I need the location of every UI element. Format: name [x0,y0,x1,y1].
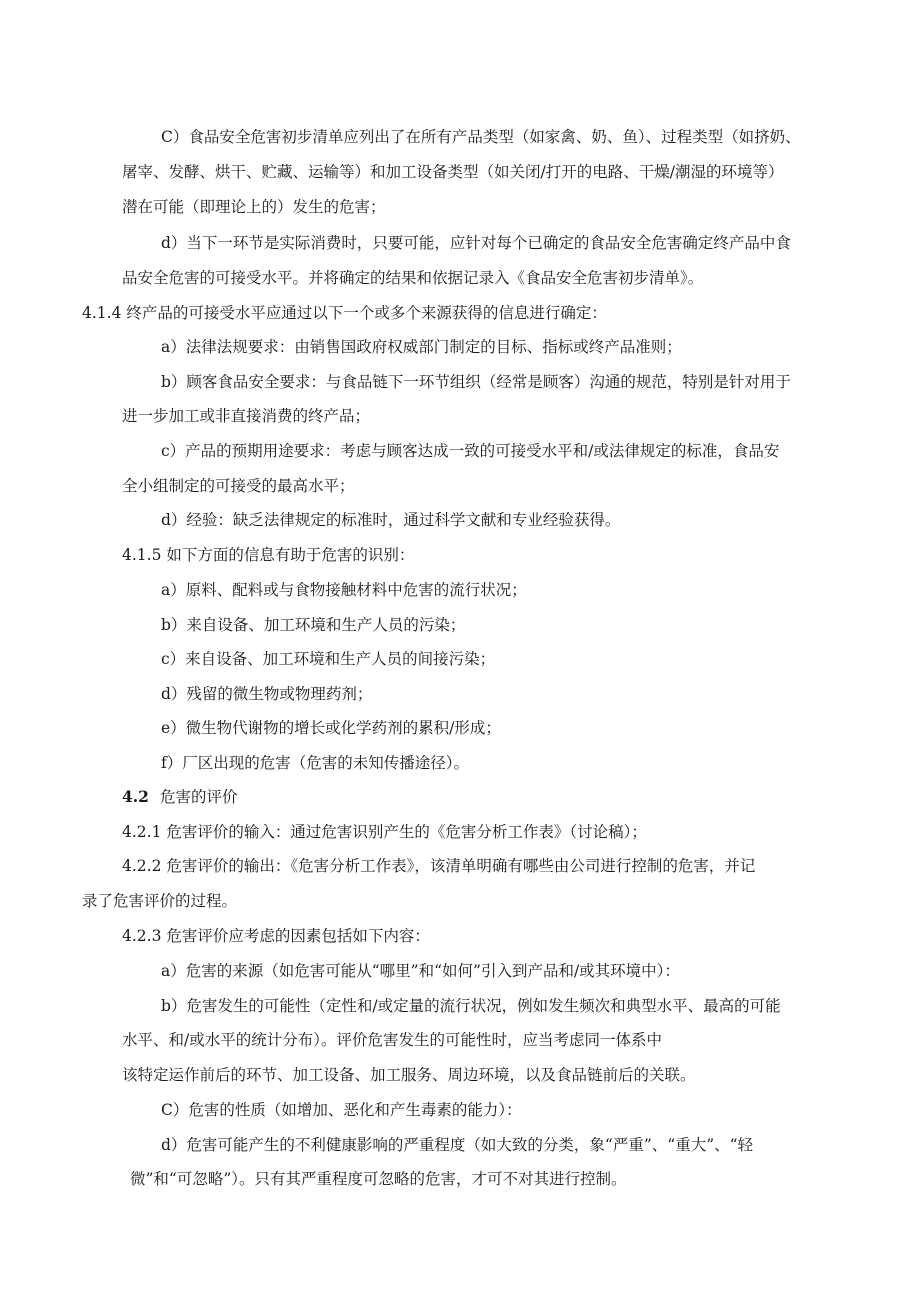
item-4-1-4-a: a）法律法规要求：由销售国政府权威部门制定的目标、指标或终产品准则； [161,338,682,356]
para-c-line-3: 潜在可能（即理论上的）发生的危害； [122,198,386,216]
item-4-1-4-c-line-1: c）产品的预期用途要求：考虑与顾客达成一致的可接受水平和/或法律规定的标准，食品安 [161,442,780,460]
section-4-2-2-line-1: 4.2.2 危害评价的输出：《危害分析工作表》，该清单明确有哪些由公司进行控制的危害，并记 [122,857,756,875]
para-d-line-2: 品安全危害的可接受水平。并将确定的结果和依据记录入《食品安全危害初步清单》。 [122,269,704,287]
item-4-1-5-f: f）厂区出现的危害（危害的未知传播途径）。 [161,754,469,772]
item-4-2-3-b-line-1: b）危害发生的可能性（定性和/或定量的流行状况，例如发生频次和典型水平、最高的可能 [161,997,781,1015]
section-4-2-title: 危害的评价 [160,788,238,806]
para-c-line-1: C）食品安全危害初步清单应列出了在所有产品类型（如家禽、奶、鱼）、过程类型（如挤奶、 [161,128,801,146]
item-4-1-5-b: b）来自设备、加工环境和生产人员的污染； [161,616,466,634]
section-4-2-number: 4.2 [122,787,149,806]
item-4-1-5-d: d）残留的微生物或物理药剂； [161,685,373,703]
item-4-2-3-d-line-2: 微”和“可忽略”）。只有其严重程度可忽略的危害，才可不对其进行控制。 [130,1170,627,1188]
section-4-1-4: 4.1.4 终产品的可接受水平应通过以下一个或多个来源获得的信息进行确定： [82,304,607,322]
item-4-2-3-d-line-1: d）危害可能产生的不利健康影响的严重程度（如大致的分类，象“严重”、“重大”、“轻 [161,1136,754,1154]
item-4-1-4-b-line-2: 进一步加工或非直接消费的终产品； [122,407,371,425]
item-4-2-3-a: a）危害的来源（如危害可能从“哪里”和“如何”引入到产品和/或其环境中）： [161,962,680,980]
section-4-2-1: 4.2.1 危害评价的输入：通过危害识别产生的《危害分析工作表》（讨论稿）； [122,823,647,841]
item-4-1-4-d: d）经验：缺乏法律规定的标准时，通过科学文献和专业经验获得。 [161,511,621,529]
section-4-1-5: 4.1.5 如下方面的信息有助于危害的识别： [122,546,415,564]
item-4-1-4-c-line-2: 全小组制定的可接受的最高水平； [122,477,355,495]
item-4-1-4-b-line-1: b）顾客食品安全要求：与食品链下一环节组织（经常是顾客）沟通的规范，特别是针对用于 [161,373,791,391]
para-c-line-2: 屠宰、发酵、烘干、贮藏、运输等）和加工设备类型（如关闭/打开的电路、干燥/潮湿的环境等） [122,163,784,181]
item-4-2-3-b-line-3: 该特定运作前后的环节、加工设备、加工服务、周边环境，以及食品链前后的关联。 [122,1066,696,1084]
section-4-2-2-line-2: 录了危害评价的过程。 [82,892,238,910]
section-4-2-3: 4.2.3 危害评价应考虑的因素包括如下内容： [122,927,430,945]
item-4-1-5-a: a）原料、配料或与食物接触材料中危害的流行状况； [161,581,527,599]
item-4-2-3-b-line-2: 水平、和/或水平的统计分布）。评价危害发生的可能性时，应当考虑同一体系中 [122,1031,662,1049]
para-d-line-1: d）当下一环节是实际消费时，只要可能，应针对每个已确定的食品安全危害确定终产品中食 [161,234,791,252]
item-4-1-5-e: e）微生物代谢物的增长或化学药剂的累积/形成； [161,719,501,737]
item-4-1-5-c: c）来自设备、加工环境和生产人员的间接污染； [161,650,496,668]
item-4-2-3-c: C）危害的性质（如增加、恶化和产生毒素的能力）： [161,1101,522,1119]
